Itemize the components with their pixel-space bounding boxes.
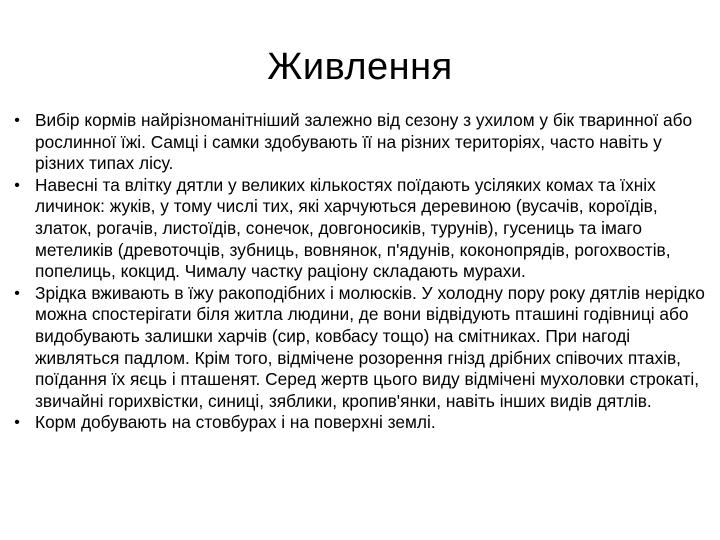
bullet-dot-icon: • — [14, 414, 20, 432]
bullet-text: Корм добувають на стовбурах і на поверхні землі. — [35, 412, 436, 433]
bullet-text: Вибір кормів найрізноманітніший залежно від сезону з ухилом у бік тваринної або рослинної їжі. Самці і самки здобувають її на різних територіях, часто навіть у різних типах лісу. — [35, 110, 693, 174]
bullet-text: Навесні та влітку дятли у великих кількостях поїдають усіляких комах та їхніх личинок: жуків, у тому числі тих, які харчуються деревиною (вусачів, короїдів, златок, рогачів, листоїдів, сонечок, довгоносиків, турунів), гусениць та імаго метеликів (древоточців, зубниць, вовнянок, п'ядунів, коконопрядів, рогохвостів, попелиць, кокцид. Чималу частку раціону складають мурахи. — [35, 174, 671, 282]
slide-title: Живлення — [267, 46, 453, 88]
bullet-dot-icon: • — [14, 176, 20, 194]
bullet-text: Зрідка вживають в їжу ракоподібних і молюсків. У холодну пору року дятлів нерідко можна спостерігати біля житла людини, де вони відвідують пташині годівниці або видобувають залишки харчів (сир, ковбасу тощо) на смітниках. При нагоді живляться падлом. Крім того, відмічене розорення гнізд дрібних співочих птахів, поїдання їх яєць і пташенят. Серед жертв цього виду відмічені мухоловки строкаті, звичайні горихвістки, синиці, зяблики, кропив'янки, навіть інших видів дятлів. — [35, 282, 705, 411]
bullet-item — [10, 110, 710, 175]
bullet-list — [10, 110, 710, 434]
bullet-dot-icon: • — [14, 284, 20, 302]
bullet-item — [10, 283, 710, 413]
bullet-dot-icon: • — [14, 112, 20, 129]
bullet-item — [10, 412, 710, 434]
bullet-item — [10, 175, 710, 283]
